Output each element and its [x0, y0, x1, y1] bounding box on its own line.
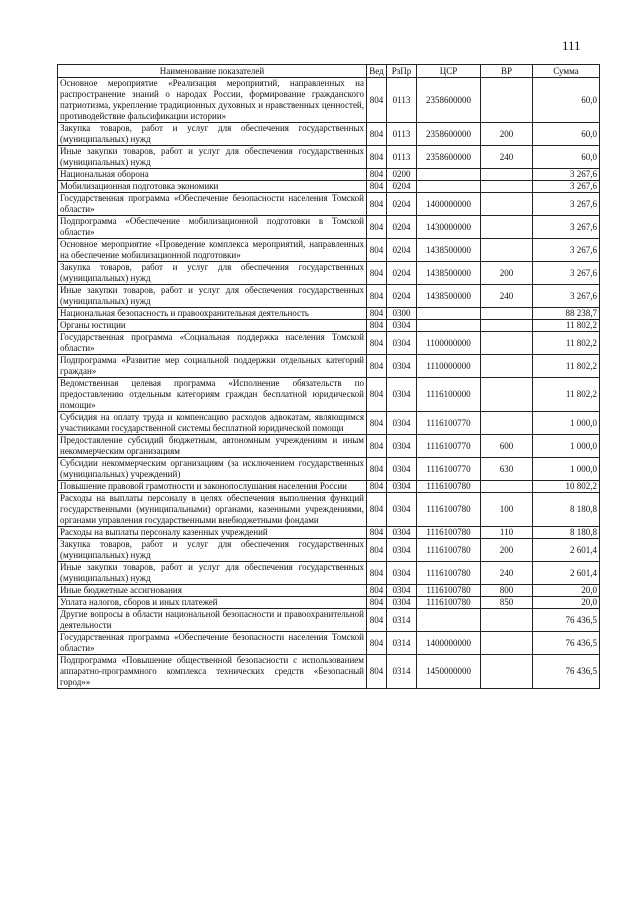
cell-name: Мобилизационная подготовка экономики	[58, 181, 367, 193]
cell-name: Повышение правовой грамотности и законопослушания населения России	[58, 481, 367, 493]
table-row	[58, 78, 600, 123]
cell-sum: 3 267,6	[533, 285, 600, 308]
table-row	[58, 585, 600, 597]
cell-name: Государственная программа «Социальная поддержка населения Томской области»	[58, 332, 367, 355]
table-row	[58, 597, 600, 609]
cell-name: Национальная оборона	[58, 169, 367, 181]
cell-name: Иные закупки товаров, работ и услуг для обеспечения государственных (муниципальных) нужд	[58, 146, 367, 169]
cell-name: Ведомственная целевая программа «Исполнение обязательств по предоставлению отдельным категориям граждан бесплатной юридической помощи»	[58, 378, 367, 412]
cell-rzpr: 0113	[387, 123, 417, 146]
column-header-name: Наименование показателей	[58, 65, 367, 78]
cell-name: Предоставление субсидий бюджетным, автономным учреждениям и иным некоммерческим организациям	[58, 435, 367, 458]
cell-ved: 804	[367, 181, 387, 193]
budget-table	[57, 64, 600, 689]
cell-sum: 3 267,6	[533, 239, 600, 262]
cell-sum: 2 601,4	[533, 562, 600, 585]
cell-csr	[417, 308, 481, 320]
cell-csr: 1400000000	[417, 632, 481, 655]
cell-csr: 1400000000	[417, 193, 481, 216]
cell-rzpr: 0113	[387, 146, 417, 169]
cell-rzpr: 0200	[387, 169, 417, 181]
cell-csr: 1116100780	[417, 493, 481, 527]
cell-csr: 1116100780	[417, 527, 481, 539]
cell-csr	[417, 181, 481, 193]
cell-rzpr: 0304	[387, 320, 417, 332]
cell-name: Расходы на выплаты персоналу в целях обеспечения выполнения функций государственными (муниципальными) органами, казенными учреждениями, органами управления государственными внебюджетными фондами	[58, 493, 367, 527]
cell-name: Закупка товаров, работ и услуг для обеспечения государственных (муниципальных) нужд	[58, 539, 367, 562]
cell-rzpr: 0304	[387, 493, 417, 527]
cell-ved: 804	[367, 597, 387, 609]
cell-sum: 3 267,6	[533, 216, 600, 239]
table-row	[58, 320, 600, 332]
cell-ved: 804	[367, 216, 387, 239]
cell-csr: 1116100000	[417, 378, 481, 412]
cell-vr: 800	[481, 585, 533, 597]
column-header-csr: ЦСР	[417, 65, 481, 78]
cell-rzpr: 0204	[387, 193, 417, 216]
table-row	[58, 262, 600, 285]
column-header-ved: Вед	[367, 65, 387, 78]
table-row	[58, 216, 600, 239]
cell-name: Закупка товаров, работ и услуг для обеспечения государственных (муниципальных) нужд	[58, 262, 367, 285]
cell-vr: 600	[481, 435, 533, 458]
cell-ved: 804	[367, 378, 387, 412]
cell-vr	[481, 355, 533, 378]
cell-name: Иные закупки товаров, работ и услуг для обеспечения государственных (муниципальных) нужд	[58, 562, 367, 585]
cell-sum: 11 802,2	[533, 320, 600, 332]
cell-sum: 76 436,5	[533, 632, 600, 655]
cell-rzpr: 0300	[387, 308, 417, 320]
cell-rzpr: 0304	[387, 412, 417, 435]
cell-name: Расходы на выплаты персоналу казенных учреждений	[58, 527, 367, 539]
cell-rzpr: 0304	[387, 597, 417, 609]
cell-csr: 1110000000	[417, 355, 481, 378]
cell-vr	[481, 632, 533, 655]
table-header-row	[58, 65, 600, 78]
cell-vr: 110	[481, 527, 533, 539]
cell-sum: 1 000,0	[533, 458, 600, 481]
cell-rzpr: 0304	[387, 435, 417, 458]
cell-rzpr: 0204	[387, 239, 417, 262]
cell-sum: 20,0	[533, 585, 600, 597]
cell-csr: 1430000000	[417, 216, 481, 239]
cell-ved: 804	[367, 632, 387, 655]
cell-ved: 804	[367, 655, 387, 689]
cell-sum: 3 267,6	[533, 193, 600, 216]
cell-csr: 1450000000	[417, 655, 481, 689]
cell-ved: 804	[367, 539, 387, 562]
table-row	[58, 527, 600, 539]
cell-vr	[481, 78, 533, 123]
cell-sum: 76 436,5	[533, 655, 600, 689]
cell-csr: 2358600000	[417, 78, 481, 123]
table-row	[58, 458, 600, 481]
cell-sum: 3 267,6	[533, 169, 600, 181]
cell-name: Основное мероприятие «Проведение комплекса мероприятий, направленных на обеспечение мобилизационной подготовки»	[58, 239, 367, 262]
table-row	[58, 332, 600, 355]
cell-ved: 804	[367, 435, 387, 458]
cell-rzpr: 0304	[387, 562, 417, 585]
cell-ved: 804	[367, 123, 387, 146]
cell-name: Другие вопросы в области национальной безопасности и правоохранительной деятельности	[58, 609, 367, 632]
cell-rzpr: 0304	[387, 481, 417, 493]
cell-rzpr: 0304	[387, 527, 417, 539]
cell-name: Национальная безопасность и правоохранительная деятельность	[58, 308, 367, 320]
cell-vr: 240	[481, 562, 533, 585]
cell-ved: 804	[367, 308, 387, 320]
column-header-vr: ВР	[481, 65, 533, 78]
cell-name: Иные бюджетные ассигнования	[58, 585, 367, 597]
table-row	[58, 562, 600, 585]
cell-vr: 200	[481, 539, 533, 562]
cell-ved: 804	[367, 320, 387, 332]
column-header-sum: Сумма	[533, 65, 600, 78]
cell-name: Закупка товаров, работ и услуг для обеспечения государственных (муниципальных) нужд	[58, 123, 367, 146]
cell-sum: 10 802,2	[533, 481, 600, 493]
cell-csr: 1438500000	[417, 239, 481, 262]
cell-sum: 20,0	[533, 597, 600, 609]
cell-sum: 11 802,2	[533, 378, 600, 412]
cell-vr	[481, 412, 533, 435]
cell-sum: 60,0	[533, 78, 600, 123]
table-row	[58, 655, 600, 689]
cell-vr	[481, 609, 533, 632]
cell-sum: 60,0	[533, 146, 600, 169]
cell-name: Субсидии некоммерческим организациям (за исключением государственных (муниципальных) учреждений)	[58, 458, 367, 481]
table-row	[58, 123, 600, 146]
cell-rzpr: 0204	[387, 181, 417, 193]
table-row	[58, 435, 600, 458]
cell-ved: 804	[367, 458, 387, 481]
cell-rzpr: 0304	[387, 332, 417, 355]
cell-rzpr: 0204	[387, 285, 417, 308]
cell-csr: 1116100770	[417, 435, 481, 458]
cell-rzpr: 0204	[387, 216, 417, 239]
cell-vr	[481, 378, 533, 412]
table-row	[58, 239, 600, 262]
cell-ved: 804	[367, 146, 387, 169]
cell-vr	[481, 181, 533, 193]
cell-ved: 804	[367, 285, 387, 308]
cell-name: Иные закупки товаров, работ и услуг для обеспечения государственных (муниципальных) нужд	[58, 285, 367, 308]
cell-csr: 1116100780	[417, 539, 481, 562]
cell-vr: 850	[481, 597, 533, 609]
cell-sum: 3 267,6	[533, 262, 600, 285]
cell-csr: 1438500000	[417, 262, 481, 285]
cell-sum: 60,0	[533, 123, 600, 146]
cell-csr: 1100000000	[417, 332, 481, 355]
cell-rzpr: 0314	[387, 632, 417, 655]
table-row	[58, 609, 600, 632]
cell-rzpr: 0304	[387, 458, 417, 481]
table-row	[58, 481, 600, 493]
cell-vr: 240	[481, 285, 533, 308]
cell-rzpr: 0204	[387, 262, 417, 285]
cell-rzpr: 0113	[387, 78, 417, 123]
cell-csr: 1438500000	[417, 285, 481, 308]
cell-vr: 100	[481, 493, 533, 527]
cell-rzpr: 0314	[387, 655, 417, 689]
cell-rzpr: 0304	[387, 585, 417, 597]
cell-csr: 1116100780	[417, 585, 481, 597]
cell-sum: 76 436,5	[533, 609, 600, 632]
cell-sum: 8 180,8	[533, 527, 600, 539]
cell-csr: 1116100780	[417, 481, 481, 493]
cell-vr	[481, 655, 533, 689]
cell-sum: 1 000,0	[533, 412, 600, 435]
cell-name: Подпрограмма «Развитие мер социальной поддержки отдельных категорий граждан»	[58, 355, 367, 378]
cell-csr: 1116100780	[417, 597, 481, 609]
cell-ved: 804	[367, 193, 387, 216]
cell-vr	[481, 481, 533, 493]
cell-rzpr: 0304	[387, 539, 417, 562]
cell-ved: 804	[367, 355, 387, 378]
cell-ved: 804	[367, 562, 387, 585]
cell-rzpr: 0314	[387, 609, 417, 632]
cell-vr: 630	[481, 458, 533, 481]
cell-ved: 804	[367, 262, 387, 285]
cell-csr: 1116100770	[417, 458, 481, 481]
cell-sum: 11 802,2	[533, 355, 600, 378]
cell-ved: 804	[367, 78, 387, 123]
cell-vr: 240	[481, 146, 533, 169]
cell-name: Государственная программа «Обеспечение безопасности населения Томской области»	[58, 193, 367, 216]
table-row	[58, 285, 600, 308]
cell-rzpr: 0304	[387, 378, 417, 412]
cell-csr	[417, 320, 481, 332]
cell-name: Государственная программа «Обеспечение безопасности населения Томской области»	[58, 632, 367, 655]
cell-sum: 1 000,0	[533, 435, 600, 458]
cell-ved: 804	[367, 585, 387, 597]
table-row	[58, 193, 600, 216]
cell-name: Субсидия на оплату труда и компенсацию расходов адвокатам, являющимся участниками государственной системы бесплатной юридической помощи	[58, 412, 367, 435]
cell-name: Подпрограмма «Повышение общественной безопасности с использованием аппаратно-программного комплекса технических средств «Безопасный город»»	[58, 655, 367, 689]
column-header-rzpr: РзПр	[387, 65, 417, 78]
table-row	[58, 355, 600, 378]
cell-csr: 1116100780	[417, 562, 481, 585]
table-row	[58, 632, 600, 655]
table-row	[58, 493, 600, 527]
cell-name: Подпрограмма «Обеспечение мобилизационной подготовки в Томской области»	[58, 216, 367, 239]
cell-ved: 804	[367, 493, 387, 527]
cell-name: Уплата налогов, сборов и иных платежей	[58, 597, 367, 609]
cell-sum: 2 601,4	[533, 539, 600, 562]
cell-vr	[481, 239, 533, 262]
cell-rzpr: 0304	[387, 355, 417, 378]
cell-csr: 2358600000	[417, 146, 481, 169]
cell-sum: 11 802,2	[533, 332, 600, 355]
table-row	[58, 308, 600, 320]
cell-name: Основное мероприятие «Реализация мероприятий, направленных на распространение знаний о народах России, формирование гражданского патриотизма, укрепление традиционных духовных и нравственных ценностей, противодействие фальсификации истории»	[58, 78, 367, 123]
cell-sum: 88 238,7	[533, 308, 600, 320]
cell-csr	[417, 609, 481, 632]
cell-ved: 804	[367, 239, 387, 262]
table-row	[58, 169, 600, 181]
cell-ved: 804	[367, 609, 387, 632]
cell-ved: 804	[367, 527, 387, 539]
cell-ved: 804	[367, 481, 387, 493]
cell-ved: 804	[367, 332, 387, 355]
cell-name: Органы юстиции	[58, 320, 367, 332]
table-row	[58, 146, 600, 169]
cell-vr	[481, 320, 533, 332]
cell-ved: 804	[367, 169, 387, 181]
cell-ved: 804	[367, 412, 387, 435]
cell-vr	[481, 308, 533, 320]
cell-csr: 1116100770	[417, 412, 481, 435]
cell-csr: 2358600000	[417, 123, 481, 146]
cell-sum: 8 180,8	[533, 493, 600, 527]
page-number: 111	[562, 38, 581, 53]
table-row	[58, 378, 600, 412]
table-row	[58, 181, 600, 193]
cell-vr	[481, 193, 533, 216]
table-row	[58, 539, 600, 562]
cell-vr	[481, 216, 533, 239]
cell-vr	[481, 169, 533, 181]
cell-vr: 200	[481, 123, 533, 146]
table-row	[58, 412, 600, 435]
cell-vr: 200	[481, 262, 533, 285]
cell-sum: 3 267,6	[533, 181, 600, 193]
cell-vr	[481, 332, 533, 355]
cell-csr	[417, 169, 481, 181]
